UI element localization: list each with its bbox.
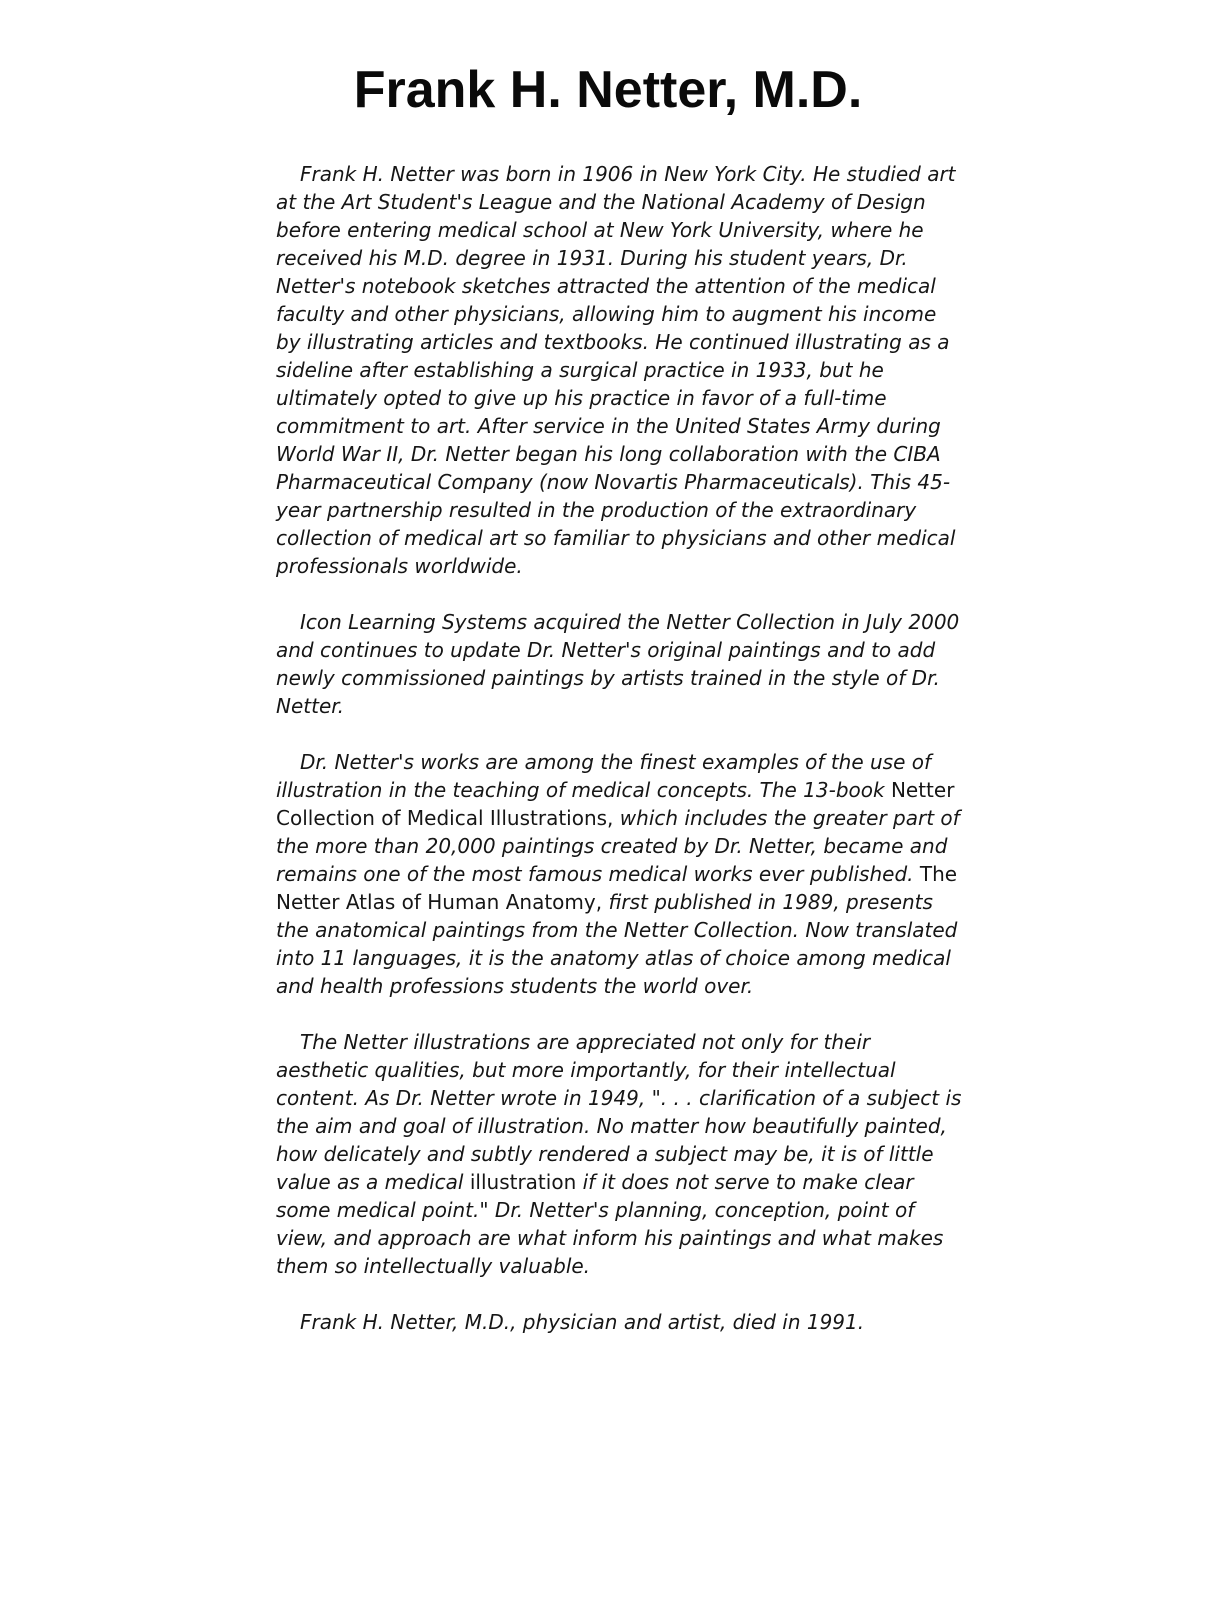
paragraph-works-text-3: first published in 1989, presents the anatomical paintings from the Netter Collection. Now translated into 11 languages, it is the anatomy atlas of choice among medical and health professions students the world over. xyxy=(276,890,958,998)
paragraph-illustration-value xyxy=(276,1028,966,1280)
paragraph-icon-learning: Icon Learning Systems acquired the Netter Collection in July 2000 and continues to update Dr. Netter's original paintings and to add newly commissioned paintings by artists trained in the style of Dr. Netter. xyxy=(276,610,960,718)
paragraph-value-text-1: The Netter illustrations are appreciated not only for their aesthetic qualities, but more importantly, for their intellectual content. As Dr. Netter wrote in 1949, ". . . clarification of a subject is the aim and goal of illustration. No matter how beautifully painted, how delicately and subtly rendered a subject may be, it is of little value as a medical xyxy=(276,1030,962,1194)
paragraph-early-life: Frank H. Netter was born in 1906 in New York City. He studied art at the Art Student's League and the National Academy of Design before entering medical school at New York University, where he received his M.D. degree in 1931. During his student years, Dr. Netter's notebook sketches attracted the attention of the medical faculty and other physicians, allowing him to augment his income by illustrating articles and textbooks. He continued illustrating as a sideline after establishing a surgical practice in 1933, but he ultimately opted to give up his practice in favor of a full-time commitment to art. After service in the United States Army during World War II, Dr. Netter began his long collaboration with the CIBA Pharmaceutical Company (now Novartis Pharmaceuticals). This 45-year partnership resulted in the production of the extraordinary collection of medical art so familiar to physicians and other medical professionals worldwide. xyxy=(276,162,956,578)
paragraph-works-text-2: which includes the greater part of the more than 20,000 paintings created by Dr. Netter, became and remains one of the most famous medical works ever published. xyxy=(276,806,960,886)
biography-body xyxy=(276,160,966,1336)
paragraph-works-text-1: Dr. Netter's works are among the finest examples of the use of illustration in the teaching of medical concepts. The 13-book xyxy=(276,750,932,802)
page-title: Frank H. Netter, M.D. xyxy=(353,61,863,119)
book-title-netter-collection: Netter Collection of Medical Illustrations, xyxy=(276,778,955,830)
book-title-netter-atlas: The Netter Atlas of Human Anatomy, xyxy=(276,862,958,914)
paragraph-value-upright-word: illustration xyxy=(469,1170,577,1194)
paragraph-works xyxy=(276,748,966,1000)
paragraph-death: Frank H. Netter, M.D., physician and artist, died in 1991. xyxy=(300,1310,865,1334)
paragraph-value-text-2: if it does not serve to make clear some medical point." Dr. Netter's planning, conception, point of view, and approach are what inform his paintings and what makes them so intellectually valuable. xyxy=(276,1170,944,1278)
